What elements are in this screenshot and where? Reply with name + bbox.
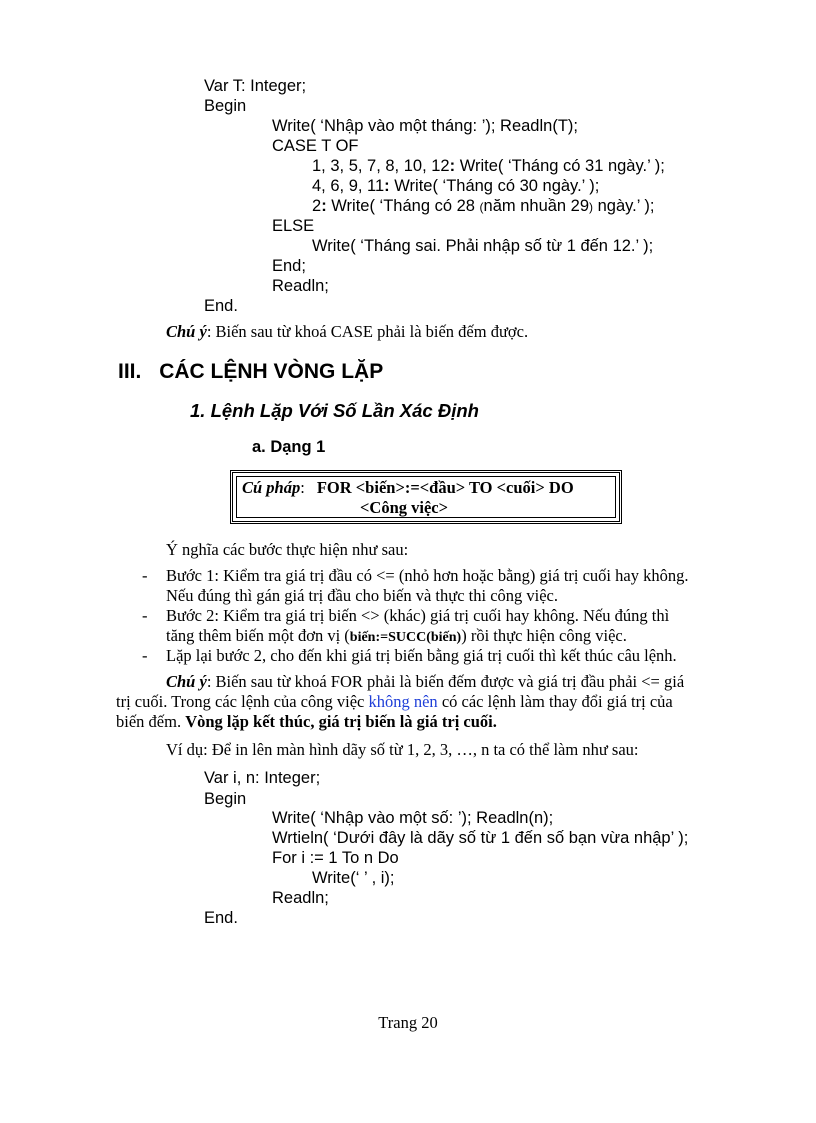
code2-line-var: Var i, n: Integer; xyxy=(204,769,321,787)
code2-line-end: End. xyxy=(204,909,238,927)
code-line-case2 xyxy=(312,176,599,196)
section-title: CÁC LỆNH VÒNG LẶP xyxy=(159,360,384,383)
code2-line-begin: Begin xyxy=(204,790,247,808)
bullet-dash-3: - xyxy=(142,646,148,665)
case3-colon: : xyxy=(321,197,327,215)
bullet-step2 xyxy=(166,606,738,648)
bullet-step2-succ: biến:=SUCC(biến) xyxy=(349,630,462,645)
case3-paren-close: ) xyxy=(589,200,594,214)
code-line-case1 xyxy=(312,156,665,176)
code-line-end-semicolon: End; xyxy=(272,257,306,275)
syntax-for-line: FOR <biến>:=<đầu> TO <cuối> DO xyxy=(316,478,574,497)
note-for-highlight: không nên xyxy=(368,692,438,711)
bullet-dash-1: - xyxy=(142,566,148,585)
subsection-heading: 1. Lệnh Lặp Với Số Lần Xác Định xyxy=(190,400,479,421)
syntax-line-1 xyxy=(242,478,574,498)
code-line-write-prompt: Write( ‘Nhập vào một tháng: ’); Readln(T); xyxy=(272,117,578,135)
case3-label: 2 xyxy=(312,197,322,215)
bullet-step1-line1: Bước 1: Kiểm tra giá trị đầu có <= (nhỏ hơn hoặc bằng) giá trị cuối hay không. xyxy=(166,566,689,585)
code-line-readln: Readln; xyxy=(272,277,329,295)
bullet-step1 xyxy=(166,566,738,606)
bullet-dash-2: - xyxy=(142,606,148,625)
bullet-step2-line2 xyxy=(166,626,738,648)
case2-colon: : xyxy=(384,177,390,195)
syntax-colon: : xyxy=(300,478,305,497)
page-number: Trang 20 xyxy=(378,1013,438,1032)
bullet-step3: Lặp lại bước 2, cho đến khi giá trị biến bằng giá trị cuối thì kết thúc câu lệnh. xyxy=(166,646,677,665)
case1-colon: : xyxy=(449,157,456,175)
example-intro: Ví dụ: Để in lên màn hình dãy số từ 1, 2, 3, …, n ta có thể làm như sau: xyxy=(166,740,639,759)
case3-write-b: năm nhuần 29 xyxy=(483,197,590,215)
note-case-label: Chú ý xyxy=(166,322,207,341)
note-for-label: Chú ý xyxy=(166,672,207,691)
syntax-label: Cú pháp xyxy=(242,478,301,497)
case2-labels: 4, 6, 9, 11 xyxy=(312,177,385,195)
meaning-intro: Ý nghĩa các bước thực hiện như sau: xyxy=(166,540,409,559)
case1-labels: 1, 3, 5, 7, 8, 10, 12 xyxy=(312,157,450,175)
section-heading xyxy=(118,360,383,384)
case3-write-a: Write( ‘Tháng có 28 xyxy=(326,197,480,215)
section-number: III. xyxy=(118,360,142,383)
case2-write: Write( ‘Tháng có 30 ngày.’ ); xyxy=(389,177,600,195)
note-for-text1: : Biến sau từ khoá FOR phải là biến đếm được và giá trị đầu phải <= giá xyxy=(206,672,685,691)
note-for-text3a: biến đếm. xyxy=(116,712,186,731)
bullet-step2-line2-a: tăng thêm biến một đơn vị ( xyxy=(166,626,350,645)
code2-line-for: For i := 1 To n Do xyxy=(272,849,399,867)
code2-line-write-prompt: Write( ‘Nhập vào một số: ’); Readln(n); xyxy=(272,809,554,827)
bullet-step1-line2: Nếu đúng thì gán giá trị đầu cho biến và thực thi công việc. xyxy=(166,586,559,605)
note-for-line1 xyxy=(166,672,684,692)
note-for-bold: Vòng lặp kết thúc, giá trị biến là giá trị cuối. xyxy=(185,712,497,731)
case1-write: Write( ‘Tháng có 31 ngày.’ ); xyxy=(455,157,665,175)
code2-line-readln: Readln; xyxy=(272,889,329,907)
code-line-else: ELSE xyxy=(272,217,315,235)
case3-write-c: ngày.’ ); xyxy=(593,197,655,215)
code-line-else-write: Write( ‘Tháng sai. Phải nhập số từ 1 đến 12.’ ); xyxy=(312,237,654,255)
note-for-line2 xyxy=(116,692,673,712)
code-line-case: CASE T OF xyxy=(272,137,359,155)
code2-line-write-i: Write(‘ ’ , i); xyxy=(312,869,395,887)
code-line-var: Var T: Integer; xyxy=(204,77,307,95)
note-case-text: : Biến sau từ khoá CASE phải là biến đếm được. xyxy=(206,322,529,341)
code-line-end: End. xyxy=(204,297,238,315)
note-for-text2b: có các lệnh làm thay đổi giá trị của xyxy=(437,692,673,711)
subsubsection-heading: a. Dạng 1 xyxy=(252,438,326,456)
syntax-line-2: <Công việc> xyxy=(360,498,449,517)
bullet-step2-line1: Bước 2: Kiểm tra giá trị biến <> (khác) giá trị cuối hay không. Nếu đúng thì xyxy=(166,606,670,625)
code-line-begin: Begin xyxy=(204,97,247,115)
code-line-case3 xyxy=(312,196,655,217)
note-case xyxy=(166,322,528,342)
note-for-text2a: trị cuối. Trong các lệnh của công việc xyxy=(116,692,369,711)
code2-line-writeln: Wrtieln( ‘Dưới đây là dãy số từ 1 đến số bạn vừa nhập’ ); xyxy=(272,829,689,847)
note-for-line3 xyxy=(116,712,497,732)
case3-paren-open: ( xyxy=(479,200,484,214)
bullet-step2-line2-b: ) rồi thực hiện công việc. xyxy=(461,626,627,645)
